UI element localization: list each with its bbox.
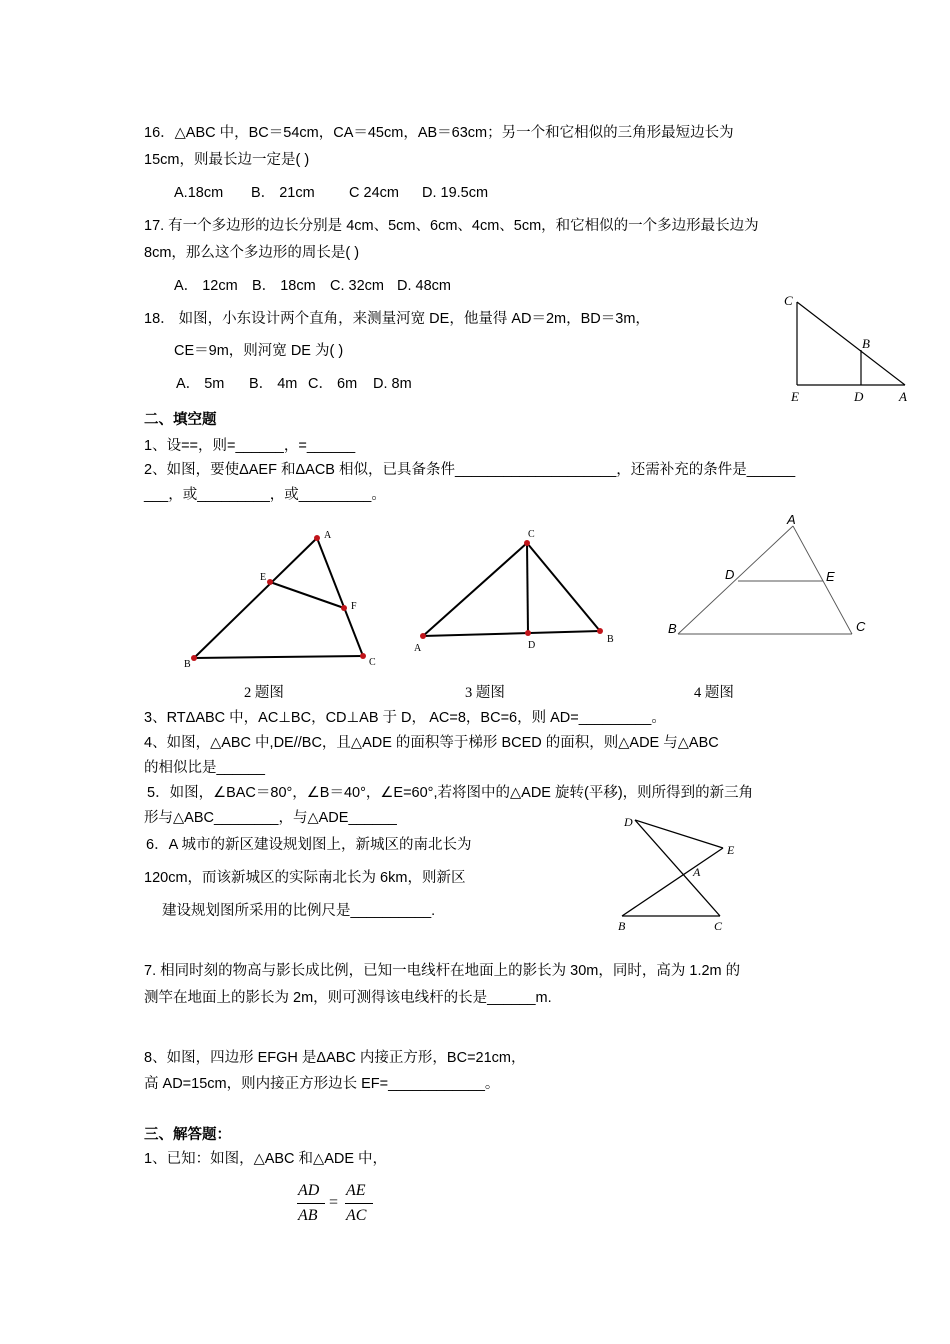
label-a: A: [899, 389, 907, 404]
fig5-label-e: E: [727, 843, 735, 857]
fig3-label-c: C: [528, 529, 535, 540]
q18-line1: 18． 如图，小东设计两个直角，来测量河宽 DE，他量得 AD＝2m，BD＝3m，: [144, 311, 650, 327]
fig4-label-e: E: [826, 569, 835, 584]
fill-q5-line1: 5．如图，∠BAC＝80°，∠B＝40°，∠E=60°,若将图中的△ADE 旋转(平移)，则所得到的新三角: [147, 785, 754, 801]
fig2-label-f: F: [351, 601, 357, 612]
q16-line1: 16．△ABC 中，BC＝54cm，CA＝45cm，AB＝63cm；另一个和它相似的三角形最短边长为: [144, 125, 734, 141]
fig2-label-b: B: [184, 659, 191, 670]
label-b: B: [862, 336, 870, 351]
fill-q3: 3、RTΔABC 中，AC⊥BC，CD⊥AB 于 D， AC=8，BC=6，则 AD=_________。: [144, 710, 666, 726]
frac-right-denominator: AC: [346, 1207, 367, 1224]
q16-option-b: B． 21cm: [251, 185, 315, 201]
q17-option-b: B． 18cm: [252, 278, 316, 294]
q18-line2: CE＝9m，则河宽 DE 为( ): [174, 343, 344, 359]
frac-equals: =: [329, 1194, 339, 1211]
q18-option-d: D. 8m: [373, 376, 412, 392]
solve-q1: 1、已知：如图，△ABC 和△ADE 中，: [144, 1151, 388, 1167]
fig4-label-a: A: [787, 512, 796, 527]
fill-q7-line1: 7. 相同时刻的物高与影长成比例，已知一电线杆在地面上的影长为 30m，同时，高为 1.2m 的: [144, 963, 741, 979]
fig5-label-a: A: [693, 865, 701, 879]
q16-line2: 15cm，则最长边一定是( ): [144, 152, 310, 168]
q18-option-c: C． 6m: [308, 376, 358, 392]
figure-4-caption: 4 题图: [694, 685, 734, 701]
fill-q7-line2: 测竿在地面上的影长为 2m，则可测得该电线杆的长是______m.: [144, 990, 552, 1006]
frac-right-bar: [345, 1203, 373, 1204]
q17-option-c: C. 32cm: [330, 278, 384, 294]
figure-3: [405, 524, 625, 656]
fill-q8-line2: 高 AD=15cm，则内接正方形边长 EF=____________。: [144, 1076, 500, 1092]
figure-4: [660, 510, 875, 640]
frac-left-denominator: AB: [298, 1207, 318, 1224]
fig5-label-b: B: [618, 919, 626, 933]
fig2-label-e: E: [260, 572, 267, 583]
q17-option-a: A． 12cm: [174, 278, 238, 294]
fig2-label-a: A: [324, 530, 332, 541]
fill-q6-line2: 120cm，而该新城区的实际南北长为 6km，则新区: [144, 870, 466, 886]
fill-q6-line3: 建设规划图所采用的比例尺是__________.: [162, 903, 436, 919]
frac-right-numerator: AE: [346, 1182, 366, 1199]
fill-q4-line1: 4、如图，△ABC 中,DE//BC，且△ADE 的面积等于梯形 BCED 的面积，则△ADE 与△ABC: [144, 735, 719, 751]
fill-q2-line2: ___，或_________，或_________。: [144, 487, 386, 503]
label-c: C: [784, 293, 793, 308]
figure-3-caption: 3 题图: [465, 685, 505, 701]
fill-heading: 二、填空题: [144, 412, 217, 428]
q16-option-c: C 24cm: [349, 185, 399, 201]
fig5-label-d: D: [624, 815, 633, 829]
fill-q2-line1: 2、如图，要使ΔAEF 和ΔACB 相似，已具备条件____________________，还需补充的条件是______: [144, 462, 796, 478]
frac-left-numerator: AD: [298, 1182, 320, 1199]
fig3-label-d: D: [528, 640, 536, 651]
fig5-label-c: C: [714, 919, 723, 933]
label-e: E: [791, 389, 799, 404]
q18-option-a: A． 5m: [176, 376, 225, 392]
fig4-label-d: D: [725, 567, 735, 582]
fig4-label-b: B: [668, 621, 677, 636]
solve-heading: 三、解答题：: [144, 1127, 231, 1143]
fill-q8-line1: 8、如图，四边形 EFGH 是ΔABC 内接正方形，BC=21cm，: [144, 1050, 526, 1066]
fig2-label-c: C: [369, 657, 376, 668]
figure-2-caption: 2 题图: [244, 685, 284, 701]
figure-2: [175, 522, 390, 672]
figure-q5: [612, 812, 747, 938]
frac-left-bar: [297, 1203, 325, 1204]
fill-q6-line1: 6．A 城市的新区建设规划图上，新城区的南北长为: [146, 837, 472, 853]
fig3-label-b: B: [607, 634, 614, 645]
fig3-label-a: A: [414, 643, 422, 654]
fill-q5-line2: 形与△ABC________，与△ADE______: [144, 810, 397, 826]
fill-q4-line2: 的相似比是______: [144, 760, 265, 776]
q16-option-d: D. 19.5cm: [422, 185, 489, 201]
fig4-label-c: C: [856, 619, 866, 634]
fill-q1: 1、设==，则=______，=______: [144, 438, 356, 454]
q16-option-a: A.18cm: [174, 185, 224, 201]
q18-figure: [775, 288, 920, 406]
q17-line1: 17. 有一个多边形的边长分别是 4cm、5cm、6cm、4cm、5cm，和它相似的一个多边形最长边为: [144, 218, 759, 234]
q17-line2: 8cm，那么这个多边形的周长是( ): [144, 245, 360, 261]
q17-option-d: D. 48cm: [397, 278, 451, 294]
q18-option-b: B． 4m: [249, 376, 298, 392]
label-d: D: [854, 389, 864, 404]
